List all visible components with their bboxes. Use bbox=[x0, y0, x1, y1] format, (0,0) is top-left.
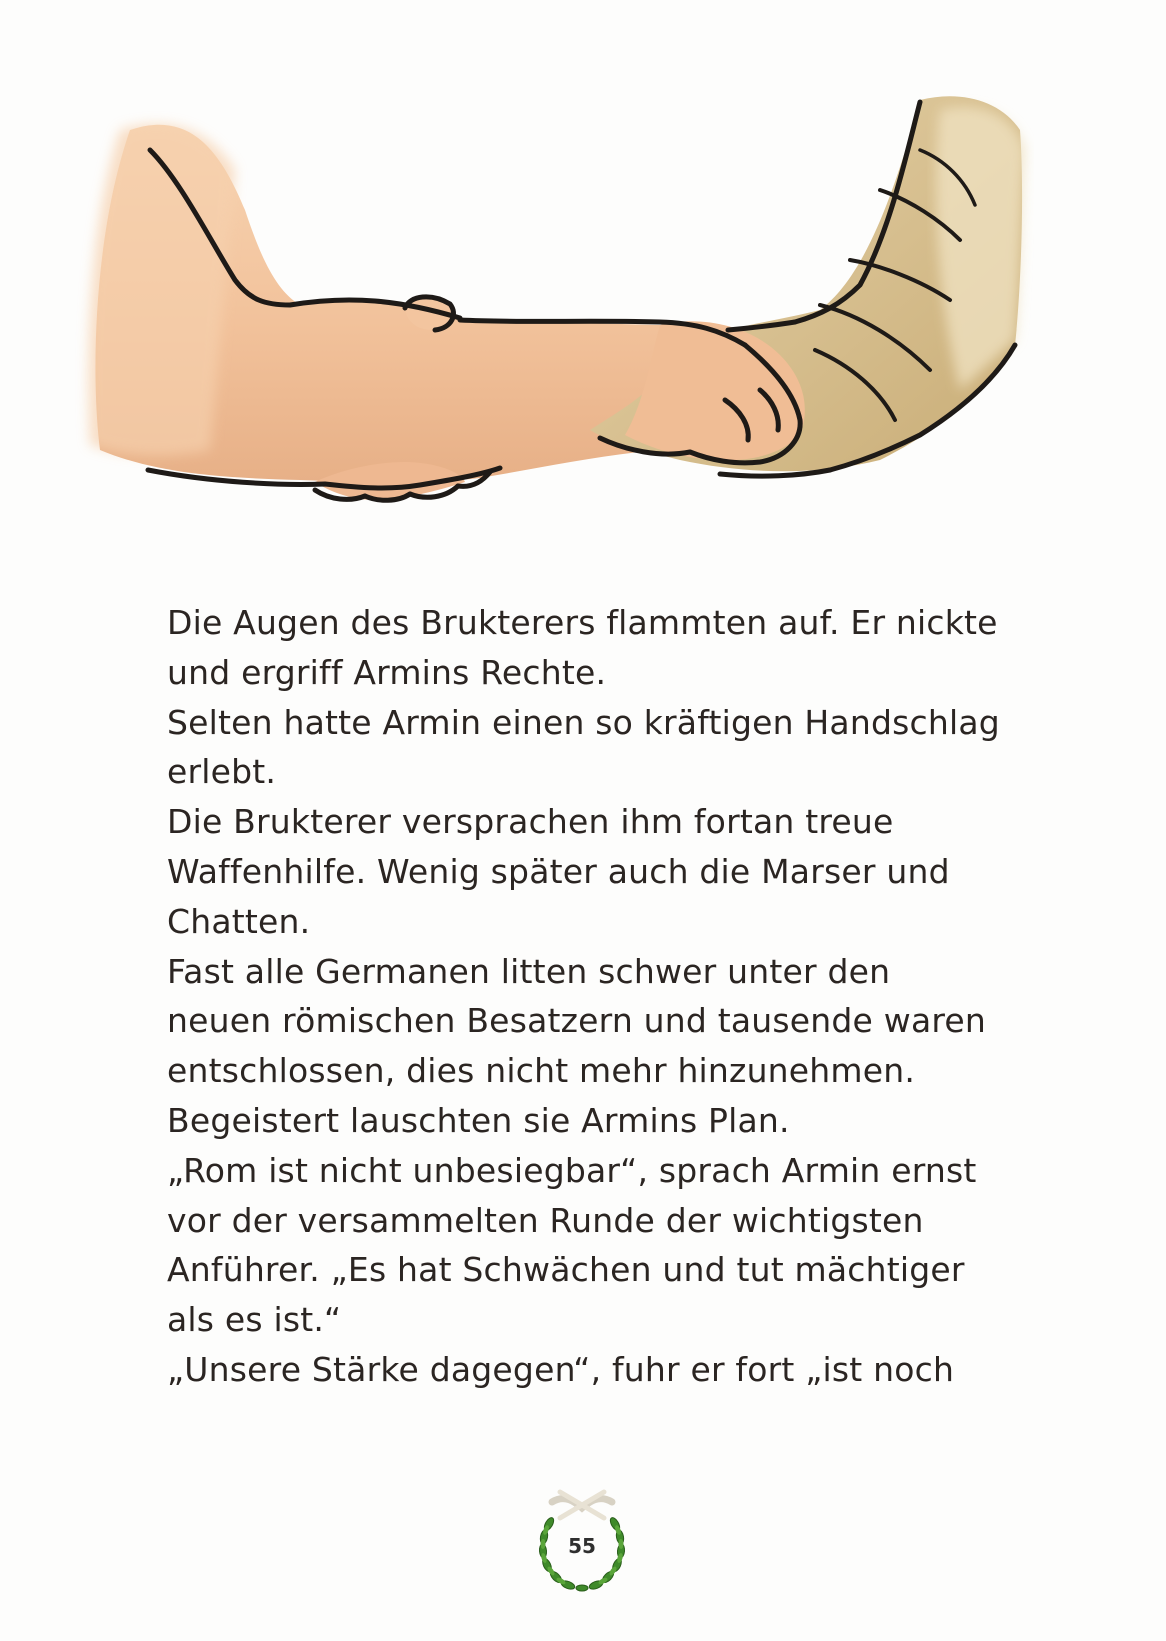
story-line: als es ist.“ bbox=[167, 1300, 342, 1340]
story-line: Selten hatte Armin einen so kräftigen Handschlag bbox=[167, 702, 1000, 742]
story-line: Anführer. „Es hat Schwächen und tut mächtiger bbox=[167, 1250, 965, 1290]
story-line: neuen römischen Besatzern und tausende waren bbox=[167, 1001, 987, 1041]
story-line: und ergriff Armins Rechte. bbox=[167, 652, 607, 692]
story-text bbox=[167, 598, 1027, 1395]
story-line: vor der versammelten Runde der wichtigsten bbox=[167, 1200, 924, 1240]
story-line: erlebt. bbox=[167, 752, 277, 792]
story-line: Begeistert lauschten sie Armins Plan. bbox=[167, 1100, 790, 1140]
story-line: Die Brukterer versprachen ihm fortan treue bbox=[167, 802, 894, 842]
story-line: Die Augen des Brukterers flammten auf. Er nickte bbox=[167, 603, 998, 642]
story-line: Fast alle Germanen litten schwer unter den bbox=[167, 951, 891, 991]
story-line: „Rom ist nicht unbesiegbar“, sprach Armin ernst bbox=[167, 1150, 977, 1190]
story-line: Chatten. bbox=[167, 901, 311, 941]
story-line: Waffenhilfe. Wenig später auch die Marser und bbox=[167, 851, 950, 891]
page-number: 55 bbox=[568, 1534, 596, 1558]
story-line: „Unsere Stärke dagegen“, fuhr er fort „ist noch bbox=[167, 1349, 955, 1389]
story-line: entschlossen, dies nicht mehr hinzunehmen. bbox=[167, 1051, 916, 1091]
page-number-badge bbox=[530, 1484, 634, 1602]
handshake-illustration bbox=[60, 90, 1090, 550]
